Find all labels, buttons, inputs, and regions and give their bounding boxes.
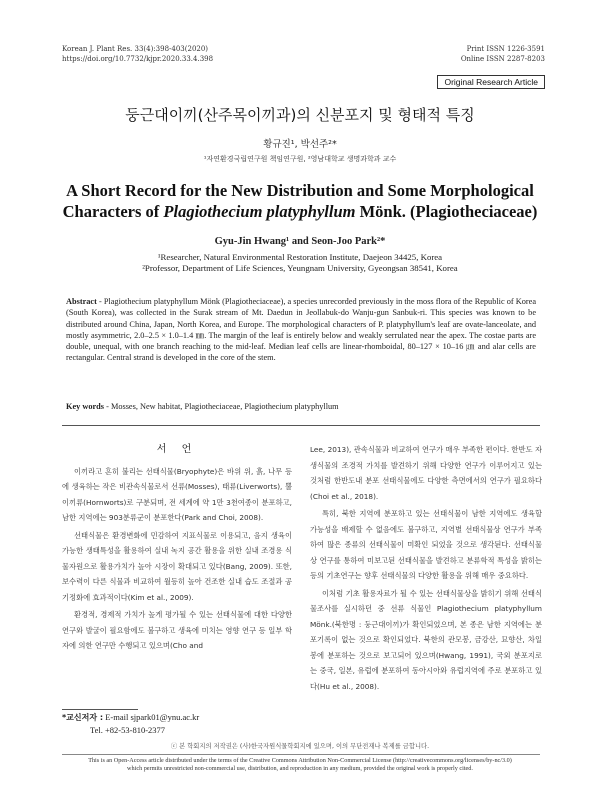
doi-link[interactable]: https://doi.org/10.7732/kjpr.2020.33.4.398 xyxy=(62,55,214,63)
intro-paragraph: 선태식물은 환경변화에 민감하여 지표식물로 이용되고, 음지 생육이 가능한 생태특성을 활용하여 실내 녹지 공간 활용을 위한 실내 조경용 식물자원으로 활용가치가 높아 시장이 확대되고 있다(Bang, 2009). 또한, 보수력이 다른 식물과 비교하여 월등히 높아 건조한 실내 습도 조절과 공기정화에 효과적이다(Kim et al., 2009). xyxy=(62,530,292,602)
affiliation-1: ¹Researcher, Natural Environmental Restoration Institute, Daejeon 34425, Korea xyxy=(157,252,443,262)
english-title-line2 xyxy=(40,201,560,222)
copyright-notice: ⓒ 본 학회지의 저작권은 (사)한국자원식물학회지에 있으며, 이의 무단전재나 복제를 금합니다. xyxy=(170,743,430,750)
correspondence-email[interactable]: E-mail sjpark01@ynu.ac.kr xyxy=(105,712,200,722)
correspondence-tel: Tel. +82-53-810-2377 xyxy=(90,725,166,735)
body-column-left xyxy=(62,442,292,656)
journal-header-right xyxy=(461,44,545,64)
intro-paragraph: Lee, 2013), 관속식물과 비교하여 연구가 매우 부족한 편이다. 한반도 자생식물의 조경적 가치를 발견하기 위해 다양한 연구가 이루어지고 있는 것처럼 한반도내 분포 선태식물에도 다양한 측면에서의 연구가 필요하다(Choi et al., 2018). xyxy=(310,445,542,501)
abstract-label: Abstract xyxy=(66,297,97,306)
journal-header-left xyxy=(62,44,213,64)
footer-divider xyxy=(62,754,540,755)
english-authors: Gyu-Jin Hwang¹ and Seon-Joo Park²* xyxy=(214,236,386,247)
article-type-badge: Original Research Article xyxy=(437,75,545,89)
correspondence-note xyxy=(62,711,199,736)
intro-paragraph: 이끼라고 흔히 불리는 선태식물(Bryophyte)은 바위 위, 흙, 나무 등에 생육하는 작은 비관속식물로서 선류(Mosses), 태류(Liverworts), 뿔이끼류(Hornworts)로 구분되며, 전 세계에 약 1만 3천여종이 분포하고, 남한 지역에는 903분류군이 분포한다(Park and Choi, 2008). xyxy=(62,466,292,522)
correspondence-label: *교신저자 : xyxy=(62,713,104,722)
title-pre: Characters of xyxy=(62,202,164,221)
abstract-divider xyxy=(62,425,540,426)
intro-paragraph: 특히, 북한 지역에 분포하고 있는 선태식물이 남한 지역에도 생육할 가능성을 배제할 수 없음에도 불구하고, 지역별 선태식물상 연구가 부족하여 많은 종류의 선태식물이 미확인 되었을 것으로 생각된다. 선태식물상 연구를 통하여 미보고된 선태식물을 발견하고 분류학적 특성을 밝히는 등의 기초연구는 향후 선태식물의 다양한 활용을 위해 매우 중요하다. xyxy=(310,509,542,580)
abstract-text: - Plagiothecium platyphyllum Mönk (Plagiotheciaceae), a species unrecorded previously in the moss flora of the Republic of Korea (South Korea), was collected in the Surak stream of Mt. Daedun in Jeollabuk-do Wanju-gun Sanbuk-ri. This species was known to be distributed around China, Japan, North Korea, and Europe. The morphological characters of P. platyphyllum's leaf are ovate-lanceolate, and mostly asymmetric, 2.0–2.5 × 1.0–1.4 ㎜. The margin of the leaf is entirely below and weakly serrulated near the apex. The costae parts are double, unequal, with one branch reaching to the mid-leaf. Median leaf cells are linear-rhomboidal, 80–127 × 10–16 ㎛ and alar cells are rectangular. Central strand is developed in the core of the stem. xyxy=(66,297,537,363)
license-notice xyxy=(50,757,550,773)
print-issn: Print ISSN 1226-3591 xyxy=(466,45,545,53)
english-affiliations xyxy=(0,252,600,274)
keywords xyxy=(66,402,536,411)
intro-paragraph: 환경적, 경제적 가치가 높게 평가될 수 있는 선태식물에 대한 다양한 연구와 발굴이 필요함에도 불구하고 생육에 미치는 영향 연구 등 일부 학자에 의한 연구만 수행되고 있으며(Cho and xyxy=(62,610,292,650)
abstract xyxy=(66,296,536,364)
korean-authors: 황규진¹, 박선주²* xyxy=(263,139,337,150)
license-line-1: This is an Open-Access article distributed under the terms of the Creative Commons Attribution Non-Commercial License (http://creativecommons.org/licenses/by-nc/3.0) xyxy=(88,757,512,764)
english-title xyxy=(40,180,560,222)
title-post: Mönk. (Plagiotheciaceae) xyxy=(355,202,538,221)
english-title-line1: A Short Record for the New Distribution and Some Morphological xyxy=(66,181,534,200)
affiliation-2: ²Professor, Department of Life Sciences, Yeungnam University, Gyeongsan 38541, Korea xyxy=(142,263,458,273)
keywords-label: Key words xyxy=(66,402,105,411)
title-species: Plagiothecium platyphyllum xyxy=(163,202,356,221)
section-heading-introduction: 서 언 xyxy=(156,444,198,455)
online-issn: Online ISSN 2287-8203 xyxy=(460,55,545,63)
keywords-text: - Mosses, New habitat, Plagiotheciaceae, Plagiothecium platyphyllum xyxy=(106,402,339,411)
correspondence-divider xyxy=(62,709,138,710)
license-line-2: which permits unrestricted non-commercial use, distribution, and reproduction in any medium, provided the original work is properly cited. xyxy=(127,765,473,772)
body-column-right xyxy=(310,442,542,696)
intro-paragraph: 이처럼 기초 활용자료가 될 수 있는 선태식물상을 밝히기 위해 선태식물조사를 실시하던 중 선류 식물인 Plagiothecium platyphyllum Mönk.(북한명 : 둥근대이끼)가 확인되었으며, 본 종은 남한 지역에는 분포기록이 없는 것으로 확인되었다. 북한의 관모봉, 금강산, 묘향산, 차일봉에 분포하는 것으로 보고되어 있으며(Hwang, 1991), 국외 분포지로는 중국, 일본, 유럽에 분포하여 동아시아와 유럽지역에 주로 분포하고 있다(Hu et al., 2008). xyxy=(310,588,542,691)
journal-citation: Korean J. Plant Res. 33(4):398-403(2020) xyxy=(62,45,209,53)
korean-title: 둥근대이끼(산주목이끼과)의 신분포지 및 형태적 특징 xyxy=(125,106,475,124)
korean-affiliation: ¹자연환경국립연구원 책임연구원, ²영남대학교 생명과학과 교수 xyxy=(203,155,397,163)
